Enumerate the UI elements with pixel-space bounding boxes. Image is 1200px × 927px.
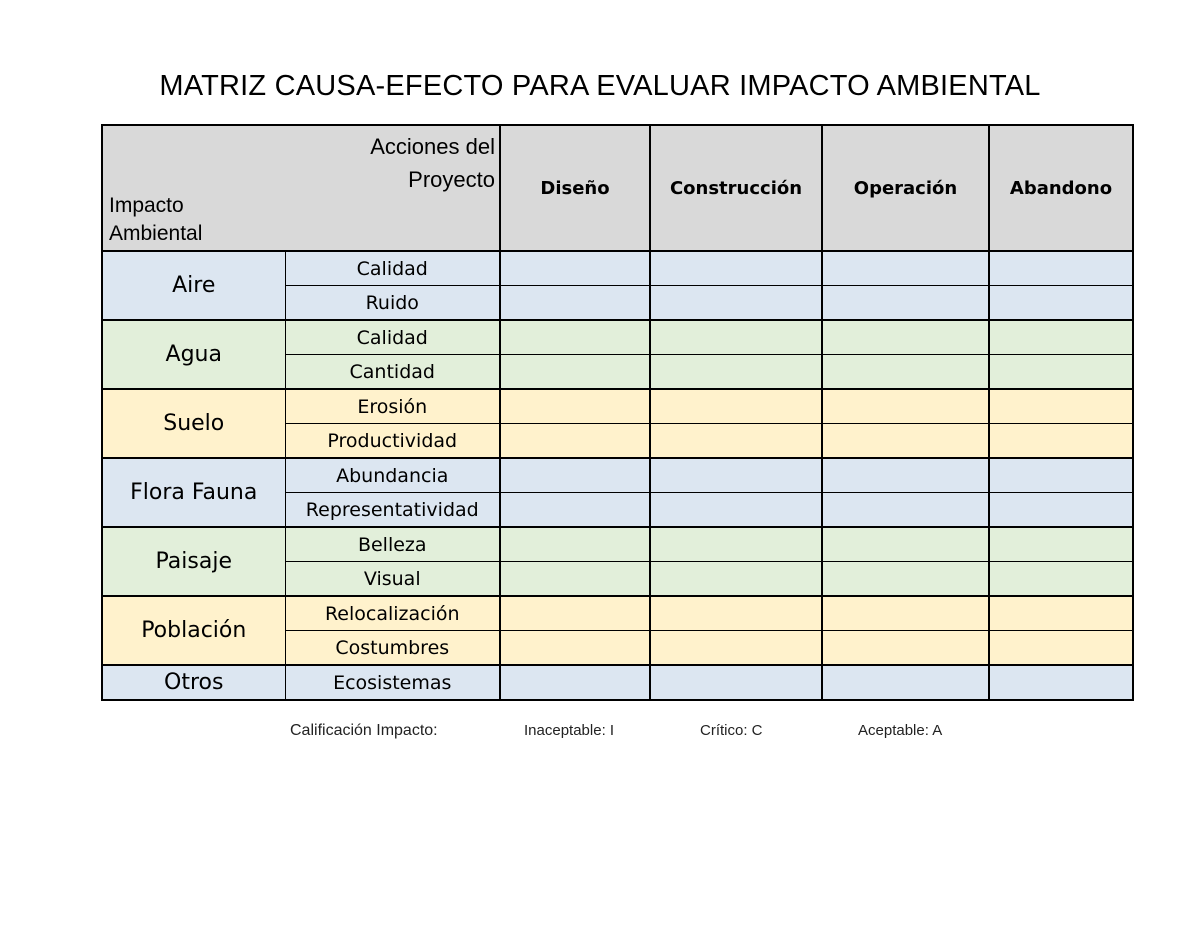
- category-otros: Otros: [102, 665, 285, 700]
- table-row: [102, 665, 1133, 700]
- matrix-cell[interactable]: [822, 424, 989, 459]
- matrix-cell[interactable]: [500, 424, 650, 459]
- param-cell: Productividad: [285, 424, 500, 459]
- matrix-cell[interactable]: [989, 251, 1133, 286]
- matrix-cell[interactable]: [650, 596, 822, 631]
- matrix-cell[interactable]: [822, 389, 989, 424]
- matrix-cell[interactable]: [500, 631, 650, 666]
- param-cell: Costumbres: [285, 631, 500, 666]
- matrix-cell[interactable]: [822, 286, 989, 321]
- matrix-cell[interactable]: [822, 665, 989, 700]
- matrix-cell[interactable]: [650, 665, 822, 700]
- matrix-cell[interactable]: [822, 320, 989, 355]
- table-row: [102, 389, 1133, 424]
- phase-header-abandono: Abandono: [989, 125, 1133, 251]
- matrix-cell[interactable]: [989, 320, 1133, 355]
- matrix-cell[interactable]: [500, 527, 650, 562]
- matrix-cell[interactable]: [500, 286, 650, 321]
- matrix-cell[interactable]: [500, 493, 650, 528]
- phase-header-operacion: Operación: [822, 125, 989, 251]
- matrix-cell[interactable]: [989, 389, 1133, 424]
- param-cell: Calidad: [285, 251, 500, 286]
- matrix-corner-header: [102, 125, 500, 251]
- matrix-cell[interactable]: [989, 286, 1133, 321]
- matrix-cell[interactable]: [989, 562, 1133, 597]
- matrix-cell[interactable]: [650, 320, 822, 355]
- matrix-cell[interactable]: [822, 355, 989, 390]
- matrix-cell[interactable]: [650, 251, 822, 286]
- phase-header-diseno: Diseño: [500, 125, 650, 251]
- matrix-cell[interactable]: [500, 665, 650, 700]
- matrix-cell[interactable]: [989, 424, 1133, 459]
- param-cell: Belleza: [285, 527, 500, 562]
- category-flora-fauna: Flora Fauna: [102, 458, 285, 527]
- matrix-cell[interactable]: [989, 631, 1133, 666]
- table-row: [102, 596, 1133, 631]
- matrix-cell[interactable]: [989, 458, 1133, 493]
- category-suelo: Suelo: [102, 389, 285, 458]
- param-cell: Erosión: [285, 389, 500, 424]
- param-cell: Abundancia: [285, 458, 500, 493]
- matrix-cell[interactable]: [822, 251, 989, 286]
- category-poblacion: Población: [102, 596, 285, 665]
- matrix-cell[interactable]: [500, 562, 650, 597]
- matrix-cell[interactable]: [822, 562, 989, 597]
- impact-matrix: [101, 124, 1134, 701]
- matrix-cell[interactable]: [500, 355, 650, 390]
- matrix-cell[interactable]: [989, 493, 1133, 528]
- param-cell: Ecosistemas: [285, 665, 500, 700]
- param-cell: Representatividad: [285, 493, 500, 528]
- matrix-cell[interactable]: [650, 424, 822, 459]
- impacto-label: Impacto Ambiental: [109, 194, 203, 245]
- matrix-cell[interactable]: [650, 458, 822, 493]
- matrix-cell[interactable]: [500, 320, 650, 355]
- category-aire: Aire: [102, 251, 285, 320]
- param-cell: Calidad: [285, 320, 500, 355]
- category-paisaje: Paisaje: [102, 527, 285, 596]
- matrix-cell[interactable]: [822, 458, 989, 493]
- matrix-cell[interactable]: [989, 596, 1133, 631]
- matrix-cell[interactable]: [822, 596, 989, 631]
- phase-header-construccion: Construcción: [650, 125, 822, 251]
- matrix-cell[interactable]: [989, 527, 1133, 562]
- legend-label: Calificación Impacto:: [290, 722, 438, 739]
- param-cell: Visual: [285, 562, 500, 597]
- category-agua: Agua: [102, 320, 285, 389]
- legend-critico: Crítico: C: [700, 722, 763, 739]
- matrix-cell[interactable]: [822, 631, 989, 666]
- param-cell: Relocalización: [285, 596, 500, 631]
- table-row: [102, 527, 1133, 562]
- matrix-cell[interactable]: [650, 286, 822, 321]
- matrix-cell[interactable]: [822, 493, 989, 528]
- matrix-cell[interactable]: [650, 562, 822, 597]
- matrix-cell[interactable]: [500, 251, 650, 286]
- table-row: [102, 458, 1133, 493]
- matrix-cell[interactable]: [650, 355, 822, 390]
- matrix-cell[interactable]: [500, 389, 650, 424]
- matrix-cell[interactable]: [650, 527, 822, 562]
- legend-aceptable: Aceptable: A: [858, 722, 943, 739]
- matrix-cell[interactable]: [500, 458, 650, 493]
- matrix-cell[interactable]: [989, 355, 1133, 390]
- param-cell: Ruido: [285, 286, 500, 321]
- matrix-cell[interactable]: [989, 665, 1133, 700]
- page-title: MATRIZ CAUSA-EFECTO PARA EVALUAR IMPACTO AMBIENTAL: [159, 70, 1041, 102]
- matrix-cell[interactable]: [650, 389, 822, 424]
- matrix-cell[interactable]: [650, 493, 822, 528]
- table-row: [102, 251, 1133, 286]
- matrix-cell[interactable]: [500, 596, 650, 631]
- table-row: [102, 320, 1133, 355]
- param-cell: Cantidad: [285, 355, 500, 390]
- matrix-cell[interactable]: [650, 631, 822, 666]
- matrix-cell[interactable]: [822, 527, 989, 562]
- legend-inaceptable: Inaceptable: I: [524, 722, 615, 739]
- acciones-label: Acciones del Proyecto: [370, 134, 495, 192]
